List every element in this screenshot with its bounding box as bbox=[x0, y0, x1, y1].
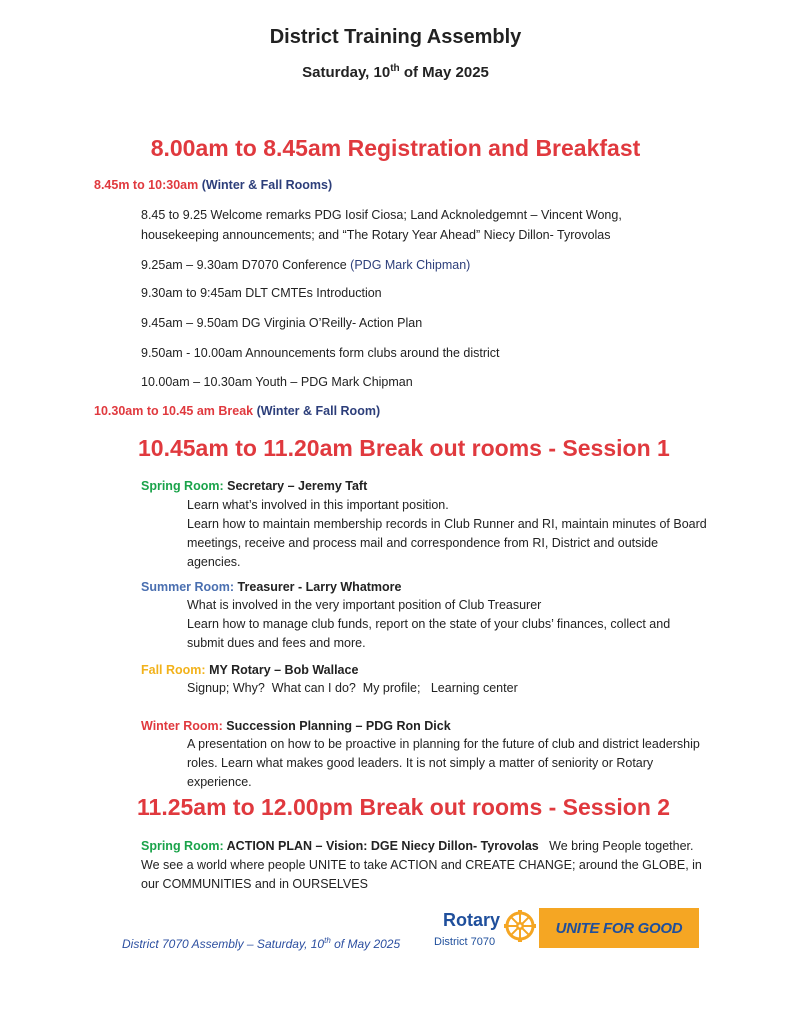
session2-description: We bring People together. We see a world where people UNITE to take ACTION and CREATE CHANGE; around the GLOBE, in our COMMUNITIES and in OURSELVES bbox=[141, 839, 706, 891]
date-text: Saturday, 10 bbox=[302, 64, 391, 81]
rotary-wheel-icon bbox=[504, 910, 536, 942]
session1-spring-label bbox=[141, 479, 367, 493]
session1-spring-desc bbox=[187, 496, 707, 572]
slogan-text: UNITE FOR GOOD bbox=[555, 919, 683, 937]
block1-heading bbox=[94, 178, 332, 192]
session1-winter-label bbox=[141, 719, 451, 733]
room-name-spring: Spring Room: bbox=[141, 479, 224, 493]
session-title-myrotary: MY Rotary – Bob Wallace bbox=[205, 663, 359, 677]
block1-rooms: (Winter & Fall Rooms) bbox=[201, 178, 333, 192]
session-title-secretary: Secretary – Jeremy Taft bbox=[223, 479, 368, 493]
page-title: District Training Assembly bbox=[269, 26, 522, 48]
session2-spring-paragraph bbox=[141, 837, 711, 894]
agenda-item-conference bbox=[141, 255, 661, 275]
desc-line: What is involved in the very important position of Club Treasurer bbox=[187, 598, 542, 612]
rotary-logo bbox=[434, 908, 538, 950]
agenda-item-announcements: 9.50am - 10.00am Announcements form clubs around the district bbox=[141, 346, 500, 360]
agenda-item-conference-text: 9.25am – 9.30am D7070 Conference bbox=[141, 258, 351, 272]
footer-text-start: District 7070 Assembly – Saturday, 10 bbox=[122, 937, 325, 951]
rotary-logo-district: District 7070 bbox=[434, 936, 496, 948]
session-title-succession: Succession Planning – PDG Ron Dick bbox=[222, 719, 451, 733]
break-time: 10.30am to 10.45 am Break bbox=[94, 404, 257, 418]
room-name-summer: Summer Room: bbox=[141, 580, 235, 594]
desc-line: Learn how to manage club funds, report on the state of your clubs’ finances, collect and submit dues and fees and more. bbox=[187, 617, 671, 650]
room-name-spring-s2: Spring Room: bbox=[141, 839, 224, 853]
footer-text-end: of May 2025 bbox=[330, 937, 401, 951]
footer-superscript: th bbox=[324, 936, 331, 945]
break-rooms: (Winter & Fall Room) bbox=[256, 404, 381, 418]
agenda-item-conference-speaker: (PDG Mark Chipman) bbox=[350, 258, 471, 272]
session2-heading: 11.25am to 12.00pm Break out rooms - Session 2 bbox=[137, 794, 671, 820]
date-text-end: of May 2025 bbox=[399, 64, 489, 81]
room-name-winter: Winter Room: bbox=[141, 719, 223, 733]
desc-line: Learn how to maintain membership records in Club Runner and RI, maintain minutes of Board meetings, receive and process mail and correspondence from RI, District and outside agencies. bbox=[187, 517, 707, 569]
break-heading bbox=[94, 404, 380, 418]
unite-for-good-banner bbox=[539, 908, 699, 948]
agenda-item-youth: 10.00am – 10.30am Youth – PDG Mark Chipman bbox=[141, 375, 413, 389]
registration-heading: 8.00am to 8.45am Registration and Breakfast bbox=[150, 135, 641, 161]
session1-winter-desc bbox=[187, 735, 707, 792]
date-superscript: th bbox=[390, 63, 400, 74]
session1-summer-label bbox=[141, 580, 402, 594]
session-title-treasurer: Treasurer - Larry Whatmore bbox=[234, 580, 402, 594]
room-name-fall: Fall Room: bbox=[141, 663, 206, 677]
block1-time: 8.45m to 10:30am bbox=[94, 178, 199, 192]
desc-line: Signup; Why? What can I do? My profile; Learning center bbox=[187, 681, 518, 695]
session1-fall-desc bbox=[187, 679, 707, 698]
desc-line: A presentation on how to be proactive in planning for the future of club and district leadership roles. Learn what makes good leaders. It is not simply a matter of seniority or Rotary experience. bbox=[187, 737, 700, 789]
session1-fall-label bbox=[141, 663, 358, 677]
desc-line: Learn what’s involved in this important position. bbox=[187, 498, 449, 512]
session-title-action-plan: ACTION PLAN – Vision: DGE Niecy Dillon- Tyrovolas bbox=[223, 839, 539, 853]
agenda-item-action-plan: 9.45am – 9.50am DG Virginia O’Reilly- Action Plan bbox=[141, 316, 423, 330]
agenda-item-dlt: 9.30am to 9:45am DLT CMTEs Introduction bbox=[141, 286, 382, 300]
session1-summer-desc bbox=[187, 596, 707, 653]
rotary-logo-word: Rotary bbox=[443, 910, 501, 930]
session1-heading: 10.45am to 11.20am Break out rooms - Session 1 bbox=[138, 435, 670, 461]
agenda-item-welcome: 8.45 to 9.25 Welcome remarks PDG Iosif Ciosa; Land Acknoledgemnt – Vincent Wong, housekeeping announcements; and “The Rotary Year Ahead” Niecy Dillon- Tyrovolas bbox=[141, 208, 622, 242]
footer-text bbox=[122, 936, 400, 951]
page-date bbox=[0, 63, 791, 81]
